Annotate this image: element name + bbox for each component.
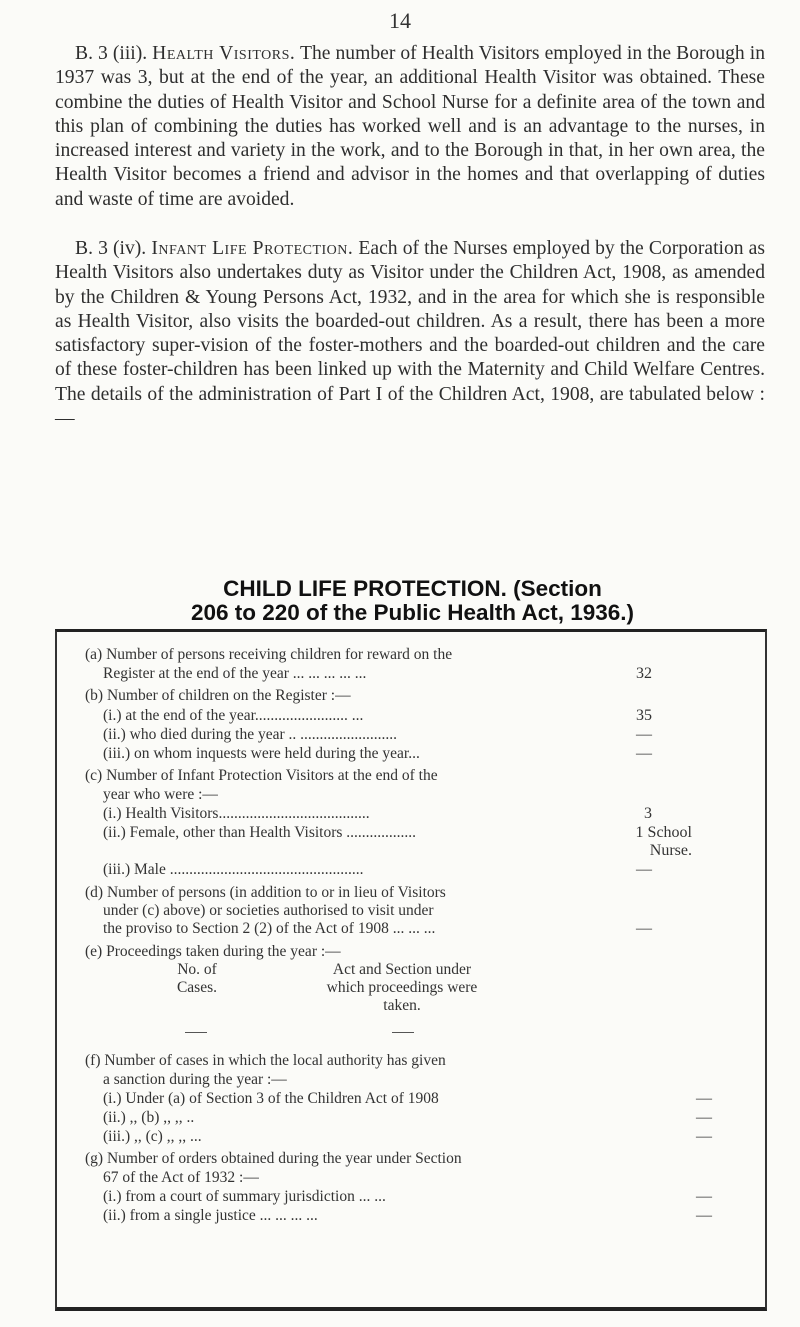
row-c-line-2: year who were :— — [103, 786, 218, 803]
row-b-ii-value: — — [636, 726, 652, 743]
row-c-ii-value-1: 1 School — [635, 824, 692, 841]
row-f-line-2: a sanction during the year :— — [103, 1071, 287, 1088]
row-e-col1-dash — [185, 1032, 207, 1033]
row-f-line-1: (f) Number of cases in which the local authority has given — [85, 1052, 446, 1069]
row-b-i-value: 35 — [636, 707, 652, 724]
row-g-line-1: (g) Number of orders obtained during the year under Section — [85, 1150, 462, 1167]
row-c-line-1: (c) Number of Infant Protection Visitors at the end of the — [85, 767, 438, 784]
row-d-line-1: (d) Number of persons (in addition to or in lieu of Visitors — [85, 884, 446, 901]
row-g-i-value: — — [696, 1188, 712, 1205]
row-e-col1-line-2: Cases. — [176, 979, 218, 996]
row-c-ii: (ii.) Female, other than Health Visitors .................. — [103, 824, 417, 841]
paragraph-health-visitors — [55, 42, 765, 212]
row-g-ii-value: — — [696, 1207, 712, 1224]
row-c-iii-value: — — [636, 861, 652, 878]
row-f-iii: (iii.) ,, (c) ,, ,, ... — [103, 1128, 202, 1145]
section-ref: B. 3 (iv). — [75, 238, 147, 259]
row-b-iii-value: — — [636, 745, 652, 762]
row-c-iii: (iii.) Male .................................................. — [103, 861, 364, 878]
row-b-heading: (b) Number of children on the Register :— — [85, 687, 351, 704]
row-g-i: (i.) from a court of summary jurisdiction ... ... — [103, 1188, 386, 1205]
row-b-ii: (ii.) who died during the year .. ......................... — [103, 726, 398, 743]
table-heading-line-2: 206 to 220 of the Public Health Act, 1936.) — [190, 600, 635, 625]
row-a-line-1: (a) Number of persons receiving children for reward on the — [85, 646, 453, 663]
row-e-col2-line-1: Act and Section under — [332, 961, 472, 978]
row-e-col2-line-2: which proceedings were — [326, 979, 478, 996]
row-b-iii: (iii.) on whom inquests were held during the year... — [103, 745, 420, 762]
row-g-ii: (ii.) from a single justice ... ... ... ... — [103, 1207, 318, 1224]
paragraph-body: The number of Health Visitors employed in the Borough in 1937 was 3, but at the end of the year, an additional Health Visitor was obtained. These combine the duties of Health Visitor and School Nurse for a definite area of the town and this plan of combining the duties has worked well and is an advantage to the nurses, in increased interest and variety in the work, and to the Borough in that, in her own area, the Health Visitor becomes a friend and advisor in the homes and that overlapping of duties and waste of time are avoided. — [55, 43, 765, 210]
row-c-i: (i.) Health Visitors....................................... — [103, 805, 370, 822]
row-f-i-value: — — [696, 1090, 712, 1107]
row-d-line-3: the proviso to Section 2 (2) of the Act of 1908 ... ... ... — [103, 920, 436, 937]
page-number: 14 — [389, 8, 411, 33]
row-e-col2-line-3: taken. — [383, 997, 421, 1014]
row-g-line-2: 67 of the Act of 1932 :— — [103, 1169, 259, 1186]
section-title: Infant Life Protection. — [151, 238, 354, 259]
child-life-protection-table — [55, 629, 767, 1311]
paragraph-body: Each of the Nurses employed by the Corporation as Health Visitors also undertakes duty as Visitor under the Children Act, 1908, as amended by the Children & Young Persons Act, 1932, and in the area for which she is responsible as Health Visitor, also visits the boarded-out children. As a result, there has been a more satisfactory super-vision of the foster-mothers and the boarded-out children and the care of these foster-children has been linked up with the Maternity and Child Welfare Centres. The details of the administration of Part I of the Children Act, 1908, are tabulated below :— — [55, 238, 765, 430]
row-d-value: — — [636, 920, 652, 937]
row-c-i-value: 3 — [644, 805, 652, 822]
row-f-i: (i.) Under (a) of Section 3 of the Children Act of 1908 — [103, 1090, 439, 1107]
row-f-ii: (ii.) ,, (b) ,, ,, .. — [103, 1109, 195, 1126]
paragraph-infant-life-protection — [55, 237, 765, 431]
section-title: Health Visitors. — [152, 43, 296, 64]
row-f-iii-value: — — [696, 1128, 712, 1145]
row-f-ii-value: — — [696, 1109, 712, 1126]
row-a-value: 32 — [636, 665, 652, 682]
section-ref: B. 3 (iii). — [75, 43, 148, 64]
table-heading-line-1: CHILD LIFE PROTECTION. (Section — [223, 576, 602, 601]
row-e-col1-line-1: No. of — [177, 961, 217, 978]
row-e-col2-dash — [392, 1032, 414, 1033]
row-a-line-2: Register at the end of the year ... ... ... ... ... — [103, 665, 367, 682]
row-b-i: (i.) at the end of the year........................ ... — [103, 707, 364, 724]
row-d-line-2: under (c) above) or societies authorised to visit under — [103, 902, 434, 919]
row-c-ii-value-2: Nurse. — [649, 842, 692, 859]
row-e-heading: (e) Proceedings taken during the year :— — [85, 943, 341, 960]
